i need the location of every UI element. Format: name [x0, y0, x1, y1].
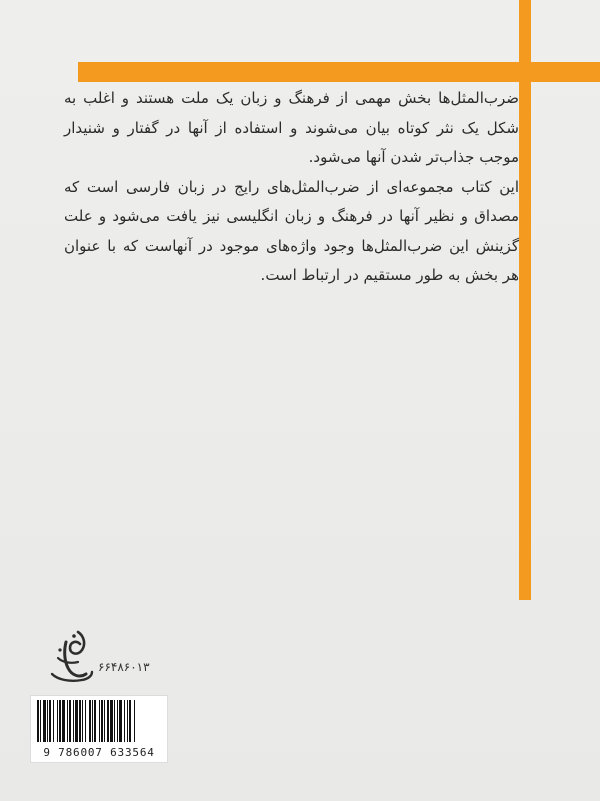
description-text [64, 84, 519, 291]
barcode-bars [35, 700, 163, 742]
isbn-barcode [30, 695, 168, 763]
publisher-phone: ۶۶۴۸۶۰۱۳ [98, 660, 150, 674]
isbn-number: 9 786007 633564 [43, 746, 155, 759]
description-paragraph-1: ضرب‌المثل‌ها بخش مهمی از فرهنگ و زبان یک ملت هستند و اغلب به شکل یک نثر کوتاه بیان می‌شوند و استفاده از آنها در گفتار و شنیدار موجب جذاب‌تر شدن آنها می‌شود. [64, 89, 519, 166]
description-paragraph-2: این کتاب مجموعه‌ای از ضرب‌المثل‌های رایج در زبان فارسی است که مصداق و نظیر آنها در فرهنگ و زبان انگلیسی نیز یافت می‌شود و علت گزینش این ضرب‌المثل‌ها وجود واژه‌های موجود در آنهاست که با عنوان هر بخش به طور مستقیم در ارتباط است. [64, 177, 519, 284]
orange-vertical-bar [519, 0, 531, 600]
publisher-calligraphy-logo-icon [48, 628, 94, 686]
publisher-block [28, 628, 178, 688]
orange-horizontal-bar [78, 62, 600, 82]
